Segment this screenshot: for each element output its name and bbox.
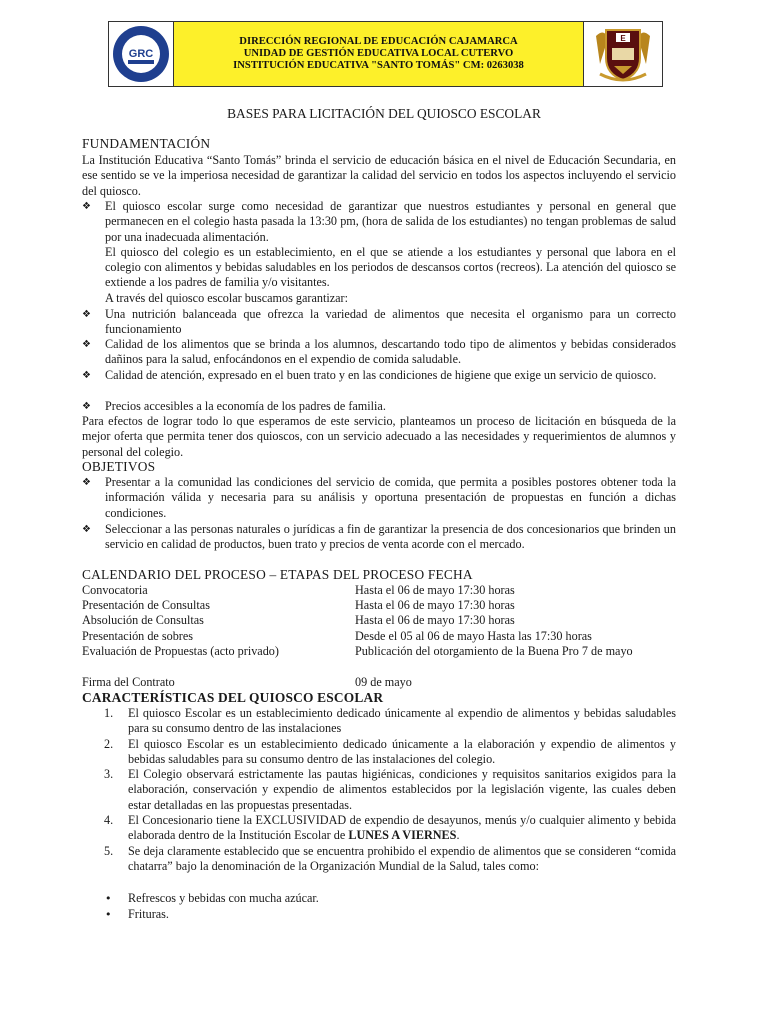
fundamentacion-intro: La Institución Educativa “Santo Tomás” brinda el servicio de educación básica en el nivel de Educación Secundaria, en ese sentido se ve la imperiosa necesidad de garantizar la calidad del servicio en todos los aspectos incluyendo el servicio del quiosco. xyxy=(82,153,676,198)
calendar-stage: Absolución de Consultas xyxy=(82,613,204,627)
list-item xyxy=(82,475,676,521)
letterhead-band xyxy=(173,22,584,86)
list-item xyxy=(82,813,676,844)
item-text: El Colegio observará estrictamente las pautas higiénicas, condiciones y requisitos sanitarios exigidos para la elaboración, conservación y expendio de alimentos establecidos por la legislación vigente, las cuales deben estar detalladas en las propuestas presentadas. xyxy=(128,767,676,812)
caracteristicas-heading: CARACTERÍSTICAS DEL QUIOSCO ESCOLAR xyxy=(82,690,384,705)
ugel-logo xyxy=(109,22,173,86)
list-item xyxy=(82,907,676,922)
bullet-text: Una nutrición balanceada que ofrezca la variedad de alimentos que necesita el organismo para un correcto funcionamiento xyxy=(105,307,676,337)
bullet-text: Seleccionar a las personas naturales o jurídicas a fin de garantizar la presencia de dos concesionarios que brinden un servicio en calidad de productos, buen trato y precios de venta acorde con el mercado. xyxy=(105,522,676,552)
item-text: Se deja claramente establecido que se encuentra prohibido el expendio de alimentos que se consideren “comida chatarra” bajo la denominación de la Organización Mundial de la Salud, tales como: xyxy=(128,844,676,874)
bullet-text: Calidad de atención, expresado en el buen trato y en las condiciones de higiene que exige un servicio de quiosco. xyxy=(105,368,657,382)
diamond-bullet-icon: ❖ xyxy=(82,339,91,350)
list-item xyxy=(82,737,676,768)
diamond-bullet-icon: ❖ xyxy=(82,401,91,412)
fundamentacion-closing: Para efectos de lograr todo lo que esperamos de este servicio, planteamos un proceso de licitación en búsqueda de la mejor oferta que permita tener dos quioscos, con un servicio adecuado a las necesidades y requerimientos de alumnos y personal del colegio. xyxy=(82,414,676,459)
list-item xyxy=(82,199,676,306)
header-line-2: UNIDAD DE GESTIÓN EDUCATIVA LOCAL CUTERVO xyxy=(243,48,514,59)
calendar-stage: Presentación de sobres xyxy=(82,629,194,643)
item-text: El quiosco Escolar es un establecimiento dedicado únicamente a la elaboración y expendio de alimentos y bebidas saludables para su consumo dentro de las instalaciones del colegio. xyxy=(128,737,676,767)
item-number: 5. xyxy=(104,844,114,858)
calendar-date: Hasta el 06 de mayo 17:30 horas xyxy=(355,583,515,597)
list-item xyxy=(82,368,676,383)
list-item xyxy=(82,891,676,906)
item-number: 4. xyxy=(104,813,114,827)
item-text-main: El Concesionario tiene la EXCLUSIVIDAD de expendio de desayunos, menús y/o cualquier alimento y bebida elaborada dentro de la Institución Escolar de xyxy=(128,813,676,843)
school-shield-icon xyxy=(592,24,654,84)
calendar-date: Hasta el 06 de mayo 17:30 horas xyxy=(355,613,515,627)
bullet-text: El quiosco del colegio es un establecimiento, en el que se atiende a los estudiantes y personal que labora en el colegio con alimentos y bebidas saludables en los periodos de descansos cortos (recreos). La atención del quiosco se extiende a los padres de familia y/o visitantes. xyxy=(105,244,676,290)
bullet-dot-icon: • xyxy=(105,892,112,905)
item-number: 3. xyxy=(104,767,114,781)
calendar-date: 09 de mayo xyxy=(355,675,412,689)
list-item xyxy=(82,337,676,368)
fundamentacion-heading: FUNDAMENTACIÓN xyxy=(82,136,211,151)
logo-left-text: GRC xyxy=(128,48,154,60)
diamond-bullet-icon: ❖ xyxy=(82,524,91,535)
item-text: El quiosco Escolar es un establecimiento dedicado únicamente al expendio de alimentos y bebidas saludables para su consumo dentro de las instalaciones xyxy=(128,706,676,736)
calendar-date: Desde el 05 al 06 de mayo Hasta las 17:30 horas xyxy=(355,629,592,643)
diamond-bullet-icon: ❖ xyxy=(82,370,91,381)
item-number: 1. xyxy=(104,706,114,720)
bullet-dot-icon: • xyxy=(105,908,112,921)
diamond-bullet-icon: ❖ xyxy=(82,309,91,320)
list-item xyxy=(82,522,676,553)
list-item xyxy=(82,706,676,737)
diamond-bullet-icon: ❖ xyxy=(82,201,91,212)
header-line-3: INSTITUCIÓN EDUCATIVA "SANTO TOMÁS" CM: 0263038 xyxy=(233,60,524,71)
ugel-seal-icon xyxy=(111,24,171,84)
objetivos-heading: OBJETIVOS xyxy=(82,459,156,474)
header-line-1: DIRECCIÓN REGIONAL DE EDUCACIÓN CAJAMARCA xyxy=(239,36,518,47)
item-number: 2. xyxy=(104,737,114,751)
bullet-text: Presentar a la comunidad las condiciones del servicio de comida, que permita a posibles postores obtener toda la información válida y necesaria para su análisis y oportuna presentación de propuestas en función a dichas condiciones. xyxy=(105,475,676,520)
calendar-date: Hasta el 06 de mayo 17:30 horas xyxy=(355,598,515,612)
calendar-stage: Evaluación de Propuestas (acto privado) xyxy=(82,644,279,658)
item-text-bold: LUNES A VIERNES xyxy=(348,828,457,843)
calendar-stage: Presentación de Consultas xyxy=(82,598,210,612)
list-item xyxy=(82,767,676,813)
crest-letter: E xyxy=(620,34,626,43)
list-item xyxy=(82,844,676,875)
calendar-date: Publicación del otorgamiento de la Buena Pro 7 de mayo xyxy=(355,644,633,658)
bullet-text: El quiosco escolar surge como necesidad de garantizar que nuestros estudiantes y personal en general que permanecen en el colegio hasta pasada la 13:30 pm, (hora de salida de los estudiantes) no tengan problemas de salud por una inadecuada alimentación. xyxy=(105,199,676,244)
bullet-text: Precios accesibles a la economía de los padres de familia. xyxy=(105,399,386,413)
calendar-stage: Convocatoria xyxy=(82,583,148,597)
list-item xyxy=(82,399,676,414)
item-text-tail: . xyxy=(456,828,460,843)
letterhead xyxy=(108,21,663,87)
calendario-heading: CALENDARIO DEL PROCESO – ETAPAS DEL PROCESO FECHA xyxy=(82,567,473,582)
calendar-stage: Firma del Contrato xyxy=(82,675,175,689)
list-item xyxy=(82,307,676,338)
document-title: BASES PARA LICITACIÓN DEL QUIOSCO ESCOLAR xyxy=(227,106,541,121)
item-text: Refrescos y bebidas con mucha azúcar. xyxy=(128,891,319,905)
item-text xyxy=(128,813,676,844)
bullet-text: A través del quiosco escolar buscamos garantizar: xyxy=(105,290,348,305)
item-text: Frituras. xyxy=(128,907,169,921)
school-crest xyxy=(584,22,662,86)
bullet-text: Calidad de los alimentos que se brinda a los alumnos, descartando todo tipo de alimentos y bebidas considerados dañinos para la salud, enfocándonos en el expendio de comida saludable. xyxy=(105,337,676,367)
diamond-bullet-icon: ❖ xyxy=(82,477,91,488)
